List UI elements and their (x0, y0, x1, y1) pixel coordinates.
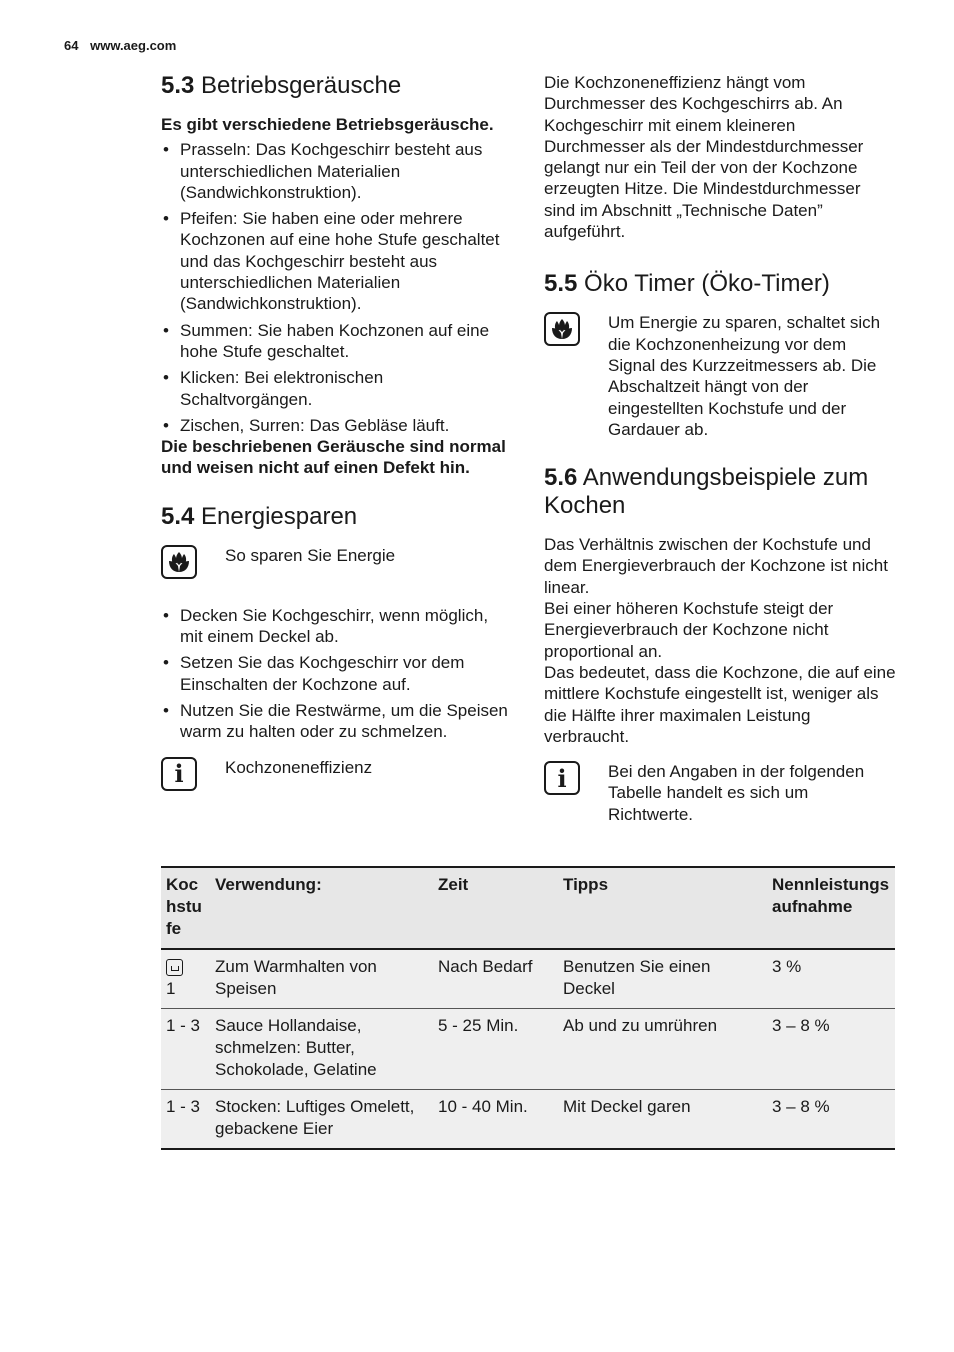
section-number: 5.6 (544, 464, 578, 492)
list-item: • Decken Sie Kochgeschirr, wenn möglich, mit einem Deckel ab. (161, 605, 513, 648)
section-title: Öko Timer (Öko-Timer) (584, 270, 830, 298)
cooking-examples-table (161, 866, 895, 1150)
page-number: 64 (64, 38, 79, 53)
info-icon: i (161, 757, 197, 791)
right-column (544, 72, 896, 825)
noise-intro: Es gibt verschiedene Betriebsgeräusche. (161, 115, 494, 134)
eco-note (161, 545, 513, 605)
info-icon: i (544, 761, 580, 795)
header-zeit: Zeit (438, 875, 469, 894)
efficiency-text: Die Kochzoneneffizienz hängt vom Durchmesser des Kochgeschirrs ab. An Kochgeschirr mit einem kleineren Durchmesser als der Mindestdurchmesser gelangt nur ein Teil der von der Kochzone erzeugten Hitze. Die Mindestdurchmesser sind im Abschnitt „Technische Daten” aufgeführt. (544, 73, 864, 242)
info-note-text: Bei den Angaben in der folgenden Tabelle handelt es sich um Richtwerte. (608, 762, 865, 824)
section-title: Energiesparen (201, 502, 358, 530)
noise-outro: Die beschriebenen Geräusche sind normal und weisen nicht auf einen Defekt hin. (161, 437, 506, 478)
list-item: • Pfeifen: Sie haben eine oder mehrere Kochzonen auf eine hohe Stufe geschaltet und das Kochgeschirr besteht aus unterschiedlichen Materialien (Sandwichkonstruktion). (161, 208, 513, 314)
section-5-3-heading (161, 72, 513, 100)
eco-leaf-icon (544, 312, 580, 346)
page-header (64, 38, 176, 53)
cell-stufe (161, 949, 210, 1009)
cell-zeit: 10 - 40 Min. (438, 1097, 528, 1116)
cell-zeit: 5 - 25 Min. (438, 1016, 519, 1035)
cell-leistung: 3 – 8 % (772, 1016, 830, 1035)
eco-leaf-icon (161, 545, 197, 579)
cooking-paragraph: Das bedeutet, dass die Kochzone, die auf eine mittlere Kochstufe eingestellt ist, weniger als die Hälfte ihrer maximalen Leistung verbraucht. (544, 662, 896, 746)
cell-verwendung: Stocken: Luftiges Omelett, gebackene Eier (215, 1097, 415, 1138)
header-kochstufe: Kochstufe (166, 875, 202, 938)
list-item: • Klicken: Bei elektronischen Schaltvorgängen. (161, 367, 513, 410)
energy-list (161, 605, 513, 743)
table-row (161, 1090, 895, 1150)
cell-verwendung: Sauce Hollandaise, schmelzen: Butter, Schokolade, Gelatine (215, 1016, 377, 1079)
section-5-6-heading (544, 464, 896, 520)
left-column (161, 72, 513, 791)
list-item: • Nutzen Sie die Restwärme, um die Speisen warm zu halten oder zu schmelzen. (161, 700, 513, 743)
list-item: • Zischen, Surren: Das Gebläse läuft. (161, 415, 513, 436)
info-note (161, 757, 513, 791)
info-note (544, 761, 896, 825)
list-item: • Prasseln: Das Kochgeschirr besteht aus unterschiedlichen Materialien (Sandwichkonstruktion). (161, 139, 513, 203)
table-row (161, 949, 895, 1009)
stufe-value: 1 (166, 979, 176, 998)
cell-leistung: 3 % (772, 957, 802, 976)
info-note-text: Kochzoneneffizienz (225, 757, 373, 777)
eco-note-text: So sparen Sie Energie (225, 545, 396, 565)
cell-tipps: Mit Deckel garen (563, 1097, 691, 1116)
section-title: Betriebsgeräusche (201, 72, 402, 99)
cell-stufe: 1 - 3 (166, 1097, 201, 1116)
section-title: Anwendungsbeispiele zum Kochen (544, 464, 869, 520)
cell-verwendung: Zum Warmhalten von Speisen (215, 957, 377, 998)
keep-warm-icon (166, 959, 183, 976)
header-verwendung: Verwendung: (215, 875, 322, 894)
list-item: • Summen: Sie haben Kochzonen auf eine hohe Stufe geschaltet. (161, 320, 513, 363)
section-number: 5.3 (161, 72, 195, 99)
cell-stufe: 1 - 3 (166, 1016, 201, 1035)
eco-timer-text: Um Energie zu sparen, schaltet sich die Kochzonenheizung vor dem Signal des Kurzzeitmessers ab. Die Abschaltzeit hängt von der eingestellten Kochstufe und der Gardauer ab. (608, 313, 881, 439)
eco-timer-note (544, 312, 896, 440)
section-number: 5.5 (544, 270, 578, 298)
cell-leistung: 3 – 8 % (772, 1097, 830, 1116)
header-nennleistung: Nennleistungsaufnahme (772, 875, 890, 916)
section-number: 5.4 (161, 502, 195, 530)
cell-zeit: Nach Bedarf (438, 957, 533, 976)
section-5-5-heading (544, 270, 896, 298)
table-header-row (161, 867, 895, 949)
site-url[interactable]: www.aeg.com (90, 38, 177, 53)
header-tipps: Tipps (563, 875, 609, 894)
section-5-4-heading (161, 503, 513, 531)
cooking-paragraph: Das Verhältnis zwischen der Kochstufe und dem Energieverbrauch der Kochzone ist nicht linear. (544, 535, 888, 597)
list-item: • Setzen Sie das Kochgeschirr vor dem Einschalten der Kochzone auf. (161, 652, 513, 695)
cooking-paragraph: Bei einer höheren Kochstufe steigt der Energieverbrauch der Kochzone nicht proportional an. (544, 599, 834, 661)
cell-tipps: Benutzen Sie einen Deckel (563, 957, 711, 998)
noise-list (161, 139, 513, 436)
cell-tipps: Ab und zu umrühren (563, 1016, 718, 1035)
table-row (161, 1009, 895, 1090)
